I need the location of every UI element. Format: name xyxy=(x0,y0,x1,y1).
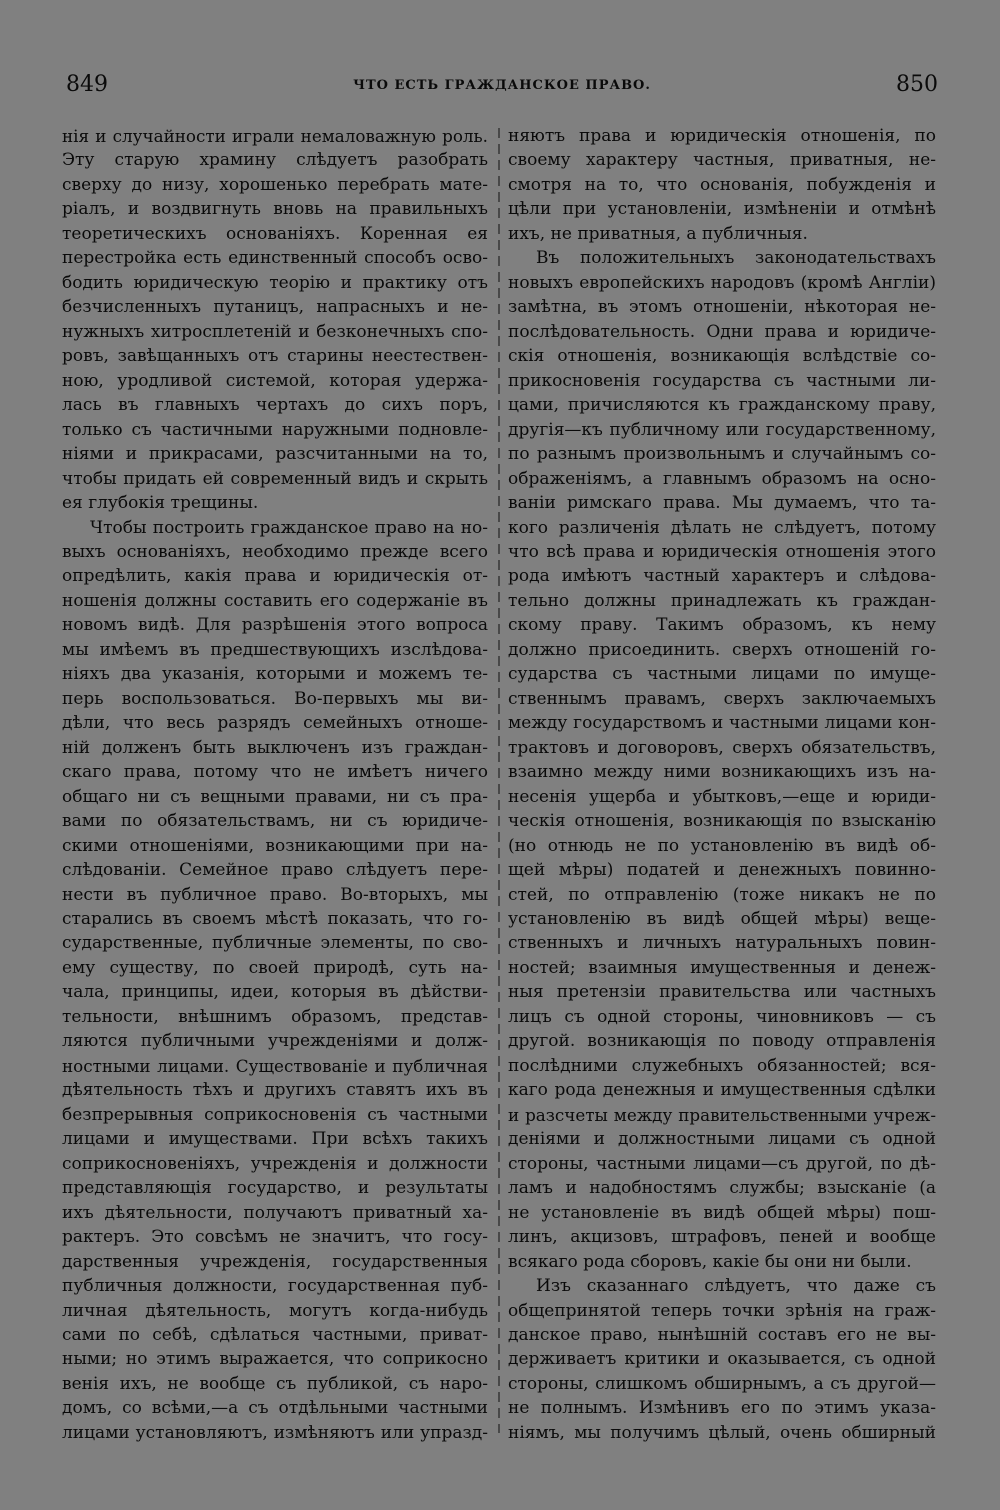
text-line: перь воспользоваться. Во-первыхъ мы ви- xyxy=(62,688,488,709)
text-line: нести въ публичное право. Во-вторыхъ, мы xyxy=(62,884,488,905)
text-line: общепринятой теперь точки зрѣнія на граж- xyxy=(508,1300,936,1321)
text-line: ніямъ, мы получимъ цѣлый, очень обширный xyxy=(508,1422,936,1443)
text-line: ему существу, по своей природѣ, суть на- xyxy=(62,957,488,978)
left-page-number: 849 xyxy=(66,72,108,97)
text-line: венія ихъ, не вообще съ публикой, съ наро- xyxy=(62,1373,488,1394)
text-line: сами по себѣ, сдѣлаться частными, приват- xyxy=(62,1324,488,1345)
text-line: ственнымъ правамъ, сверхъ заключаемыхъ xyxy=(508,688,936,709)
text-line: и разсчеты между правительственными учреж- xyxy=(508,1104,936,1125)
text-line: цами, причисляются къ гражданскому праву, xyxy=(508,395,936,416)
text-line: Въ положительныхъ законодательствахъ xyxy=(536,248,936,269)
column-divider xyxy=(498,128,500,1433)
text-line: послѣдними служебныхъ обязанностей; вся- xyxy=(508,1055,936,1076)
text-line: ихъ, не приватныя, а публичныя. xyxy=(508,223,808,244)
text-line: лась въ главныхъ чертахъ до сихъ поръ, xyxy=(62,395,488,416)
text-line: ламъ и надобностямъ службы; взысканіе (а xyxy=(508,1178,936,1199)
text-line: всякаго рода сборовъ, какіе бы они ни были. xyxy=(508,1251,912,1272)
text-line: не полнымъ. Измѣнивъ его по этимъ указа- xyxy=(508,1398,936,1419)
text-line: ваніи римскаго права. Мы думаемъ, что та- xyxy=(508,493,936,514)
text-line: установленію въ видѣ общей мѣры) веще- xyxy=(508,909,936,929)
text-line: должно присоединить. сверхъ отношеній го- xyxy=(508,639,936,660)
text-line: скому праву. Такимъ образомъ, къ нему xyxy=(508,615,936,636)
text-line: данское право, нынѣшній составъ его не вы- xyxy=(508,1324,936,1345)
text-line: Чтобы построить гражданское право на но- xyxy=(90,517,488,538)
text-line: стороны, частными лицами—съ другой, по дѣ- xyxy=(508,1153,936,1174)
text-line: тельно должны принадлежать къ граждан- xyxy=(508,590,936,611)
text-line: другія—къ публичному или государственному, xyxy=(508,419,936,440)
right-text-column xyxy=(508,124,936,1445)
text-line: ихъ дѣятельности, получаютъ приватный ха- xyxy=(62,1202,488,1223)
text-line: Эту старую храмину слѣдуетъ разобрать xyxy=(62,150,488,171)
text-line: опредѣлить, какія права и юридическія от- xyxy=(62,566,488,587)
text-line: лицами установляютъ, измѣняютъ или упразд- xyxy=(62,1422,488,1443)
text-line: лицами и имуществами. При всѣхъ такихъ xyxy=(62,1129,488,1150)
text-line: сударственные, публичные элементы, по сво- xyxy=(62,933,488,954)
text-line: прикосновенія государства съ частными ли- xyxy=(508,370,936,391)
text-line: сверху до низу, хорошенько перебрать мате- xyxy=(62,174,488,195)
text-line: чтобы придать ей современный видъ и скрыть xyxy=(62,468,488,489)
text-line: (но отнюдь не по установленію въ видѣ об- xyxy=(508,835,936,856)
text-line: скія отношенія, возникающія вслѣдствіе со- xyxy=(508,346,936,367)
text-line: ными; но этимъ выражается, что соприкосно xyxy=(62,1349,488,1370)
text-line: по разнымъ произвольнымъ и случайнымъ со- xyxy=(508,444,936,465)
text-line: новыхъ европейскихъ народовъ (кромѣ Англіи) xyxy=(508,272,936,293)
text-line: няютъ права и юридическія отношенія, по xyxy=(508,126,936,146)
text-line: цѣли при установленіи, измѣненіи и отмѣнѣ xyxy=(508,199,936,220)
text-line: ношенія должны составить его содержаніе въ xyxy=(62,590,488,611)
text-line: сударства съ частными лицами по имуще- xyxy=(508,664,936,685)
text-line: нужныхъ хитросплетеній и безконечныхъ спо- xyxy=(62,321,488,342)
left-text-column xyxy=(62,124,488,1445)
text-line: стей, по отправленію (тоже никакъ не по xyxy=(508,884,936,905)
text-line: не установленіе въ видѣ общей мѣры) пош- xyxy=(508,1202,936,1223)
text-line: взаимно между ними возникающихъ изъ на- xyxy=(508,762,936,783)
text-line: вами по обязательствамъ, ни съ юридиче- xyxy=(62,811,488,832)
text-line: старались въ своемъ мѣстѣ показать, что го- xyxy=(62,909,488,929)
text-line: ческія отношенія, возникающія по взысканію xyxy=(508,811,936,832)
text-line: ною, уродливой системой, которая удержа- xyxy=(62,370,488,391)
text-line: между государствомъ и частными лицами кон- xyxy=(508,713,936,734)
text-line: смотря на то, что основанія, побужденія и xyxy=(508,174,936,195)
text-line: держиваетъ критики и оказывается, съ одной xyxy=(508,1349,936,1370)
text-line: представляющія государство, и результаты xyxy=(62,1178,488,1199)
text-line: ображеніямъ, а главнымъ образомъ на осно- xyxy=(508,468,936,489)
text-line: бодить юридическую теорію и практику отъ xyxy=(62,272,488,293)
text-line: ныя претензіи правительства или частныхъ xyxy=(508,982,936,1003)
text-line: трактовъ и договоровъ, сверхъ обязательствъ, xyxy=(508,737,936,758)
text-line: щей мѣры) податей и денежныхъ повинно- xyxy=(508,860,936,881)
text-line: мы имѣемъ въ предшествующихъ изслѣдова- xyxy=(62,639,488,660)
text-line: новомъ видѣ. Для разрѣшенія этого вопроса xyxy=(62,615,488,636)
text-line: тельности, внѣшнимъ образомъ, представ- xyxy=(62,1006,488,1027)
text-line: ріалъ, и воздвигнуть вновь на правильныхъ xyxy=(62,199,488,220)
text-line: публичныя должности, государственная пуб- xyxy=(62,1276,488,1297)
text-line: ея глубокія трещины. xyxy=(62,493,259,514)
running-title: ЧТО ЕСТЬ ГРАЖДАНСКОЕ ПРАВО. xyxy=(353,78,651,93)
text-line: теоретическихъ основаніяхъ. Коренная ея xyxy=(62,223,488,244)
text-line: домъ, со всѣми,—а съ отдѣльными частными xyxy=(62,1398,488,1419)
text-line: личная дѣятельность, могутъ когда-нибудь xyxy=(62,1300,488,1321)
text-line: ностными лицами. Существованіе и публичная xyxy=(62,1055,488,1076)
text-line: рода имѣютъ частный характеръ и слѣдова- xyxy=(508,566,936,587)
text-line: соприкосновеніяхъ, учрежденія и должности xyxy=(62,1153,488,1174)
text-line: другой. возникающія по поводу отправленія xyxy=(508,1031,936,1052)
text-line: ровъ, завѣщанныхъ отъ старины неестествен- xyxy=(62,346,488,367)
text-line: дарственныя учрежденія, государственныя xyxy=(62,1251,488,1272)
text-line: ніяхъ два указанія, которыми и можемъ те- xyxy=(62,664,488,685)
text-line: чала, принципы, идеи, которыя въ дѣйстви- xyxy=(62,982,488,1003)
text-line: лицъ съ одной стороны, чиновниковъ — съ xyxy=(508,1006,936,1027)
text-line: Изъ сказаннаго слѣдуетъ, что даже съ xyxy=(536,1276,936,1297)
text-line: скаго права, потому что не имѣетъ ничего xyxy=(62,762,488,783)
text-line: своему характеру частныя, приватныя, не- xyxy=(508,150,936,171)
text-line: ній долженъ быть выключенъ изъ граждан- xyxy=(62,737,488,758)
text-line: каго рода денежныя и имущественныя сдѣлки xyxy=(508,1080,936,1101)
text-line: ляются публичными учрежденіями и долж- xyxy=(62,1031,488,1052)
page-header xyxy=(66,70,938,102)
text-line: ностей; взаимныя имущественныя и денеж- xyxy=(508,957,936,978)
text-line: линъ, акцизовъ, штрафовъ, пеней и вообще xyxy=(508,1227,936,1248)
text-line: перестройка есть единственный способъ осво- xyxy=(62,248,488,269)
text-line: выхъ основаніяхъ, необходимо прежде всего xyxy=(62,541,488,562)
text-line: послѣдовательность. Одни права и юридиче- xyxy=(508,321,936,342)
text-line: замѣтна, въ этомъ отношеніи, нѣкоторая не- xyxy=(508,297,936,318)
text-line: скими отношеніями, возникающими при на- xyxy=(62,835,488,856)
text-line: дѣятельность тѣхъ и другихъ ставятъ ихъ въ xyxy=(62,1080,488,1101)
text-line: только съ частичными наружными подновле- xyxy=(62,419,488,440)
text-line: ственныхъ и личныхъ натуральныхъ повин- xyxy=(508,933,936,954)
text-line: дѣли, что весь разрядъ семейныхъ отноше- xyxy=(62,713,488,734)
text-line: ніями и прикрасами, разсчитанными на то, xyxy=(62,444,488,465)
text-line: деніями и должностными лицами съ одной xyxy=(508,1129,936,1150)
text-line: слѣдованіи. Семейное право слѣдуетъ пере- xyxy=(62,860,488,881)
text-line: безпрерывныя соприкосновенія съ частными xyxy=(62,1104,488,1125)
text-line: несенія ущерба и убытковъ,—еще и юриди- xyxy=(508,786,936,807)
text-line: рактеръ. Это совсѣмъ не значитъ, что госу- xyxy=(62,1227,488,1248)
text-line: общаго ни съ вещными правами, ни съ пра- xyxy=(62,786,488,807)
text-line: стороны, слишкомъ обширнымъ, а съ другой— xyxy=(508,1373,936,1394)
right-page-number: 850 xyxy=(896,72,938,97)
text-line: нія и случайности играли немаловажную роль. xyxy=(62,126,488,146)
text-line: что всѣ права и юридическія отношенія этого xyxy=(508,541,936,562)
text-line: кого различенія дѣлать не слѣдуетъ, потому xyxy=(508,517,936,538)
text-line: безчисленныхъ путаницъ, напрасныхъ и не- xyxy=(62,297,488,318)
